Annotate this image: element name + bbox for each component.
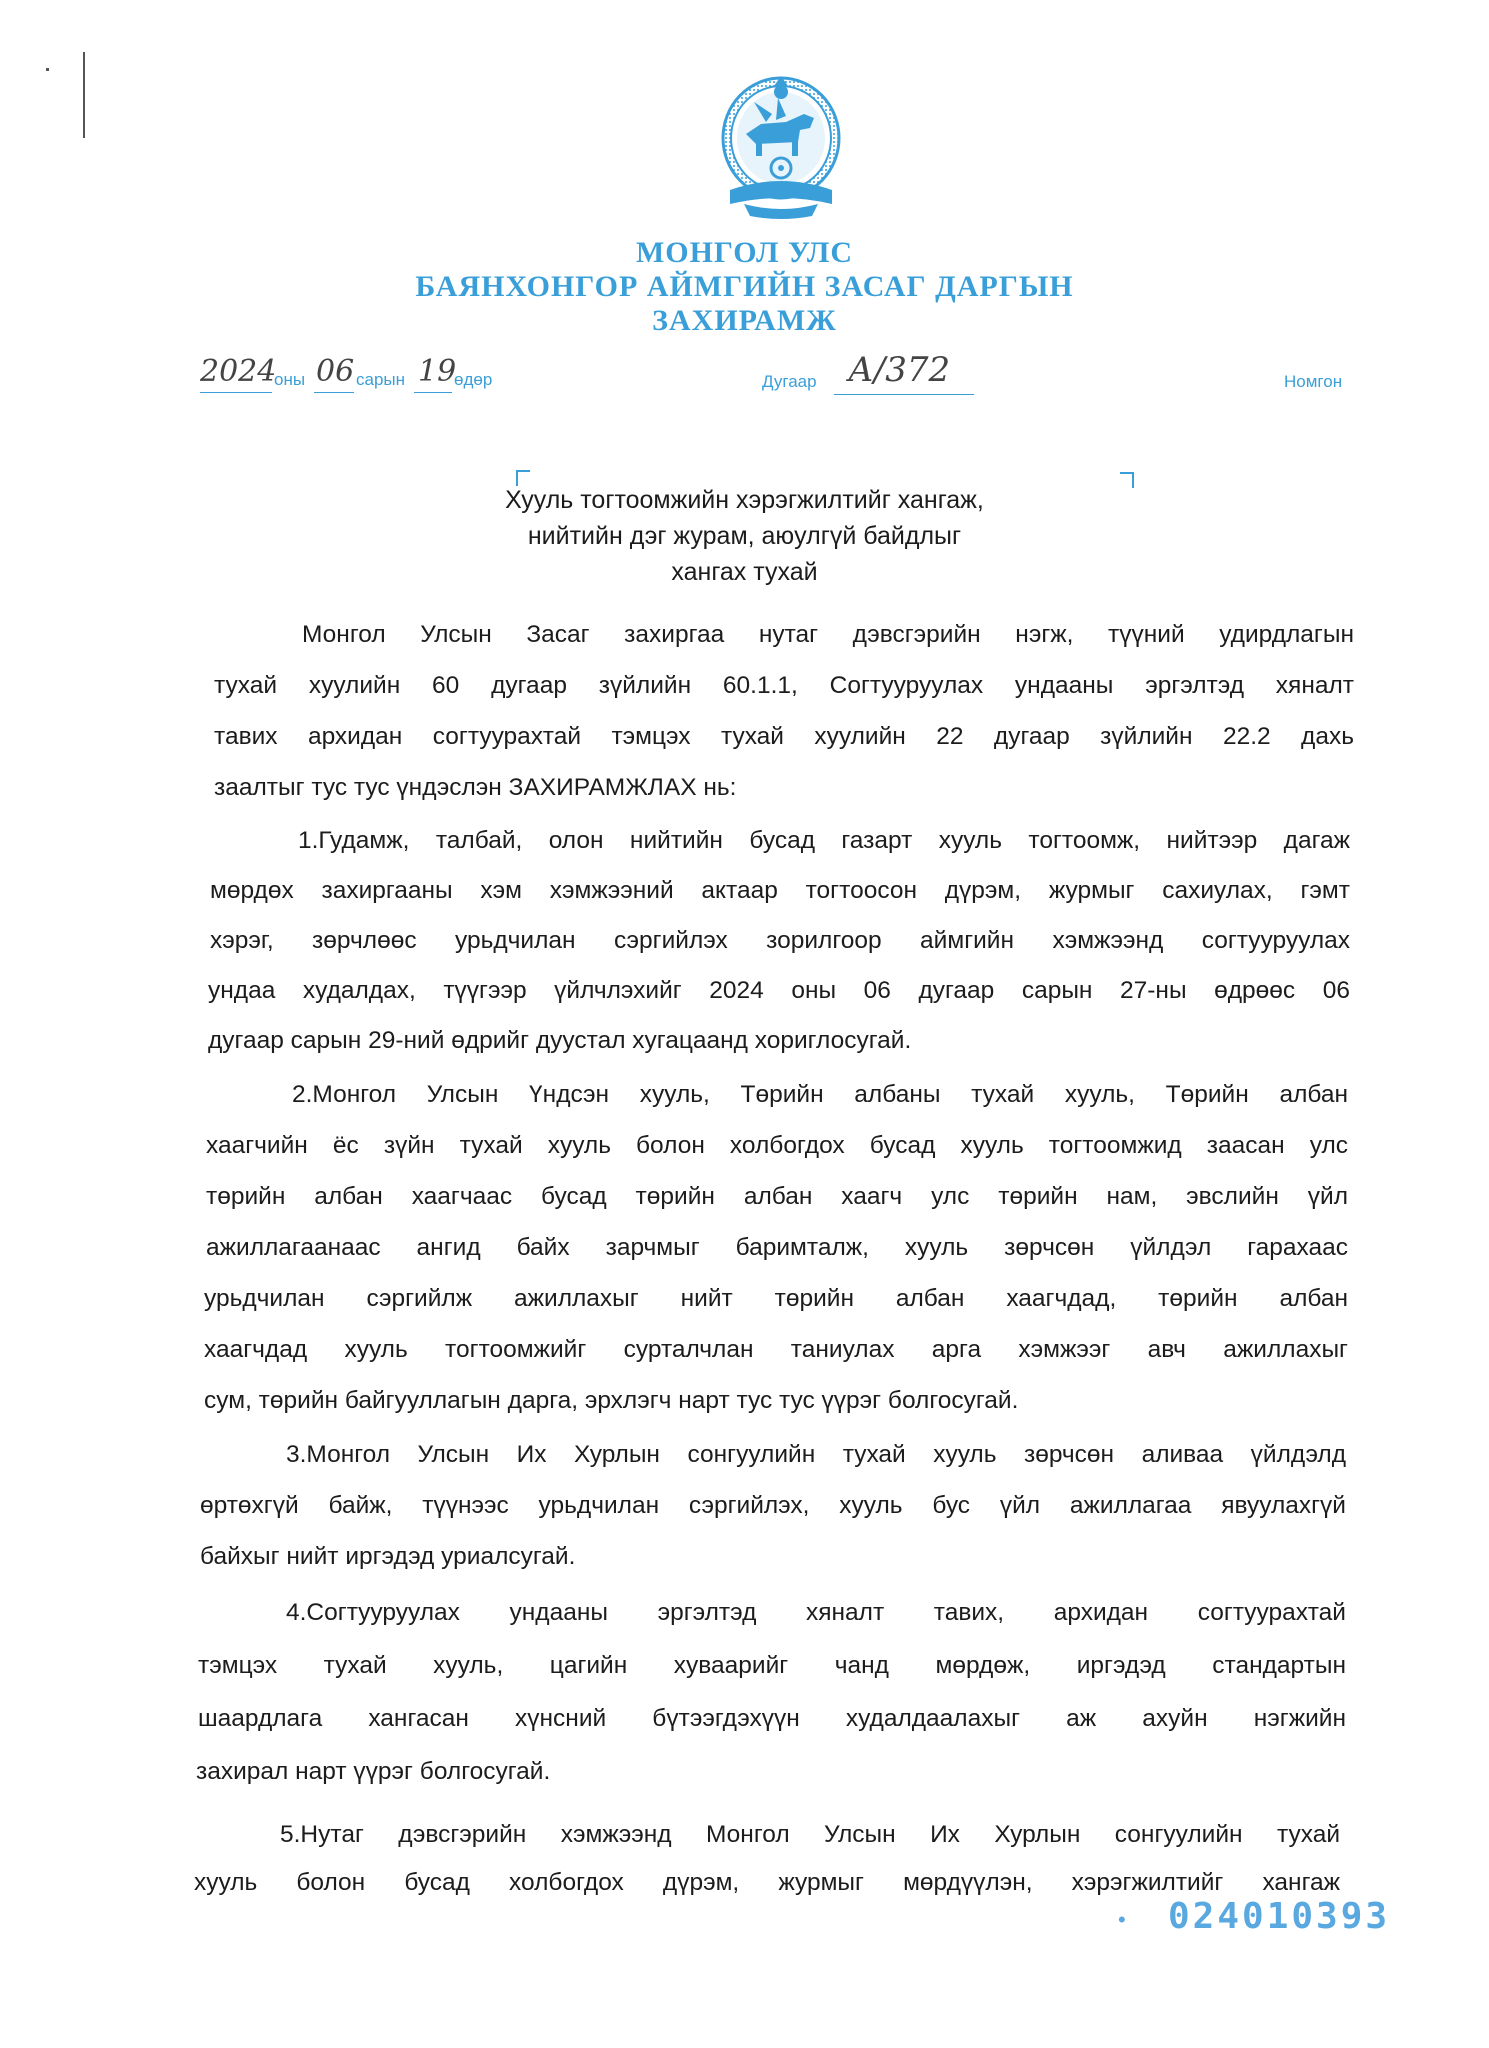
text-line: 2.Монгол Улсын Үндсэн хууль, Төрийн албаны тухай хууль, Төрийн албан bbox=[292, 1081, 1348, 1108]
text-line: тавих архидан согтуурахтай тэмцэх тухай хуулийн 22 дугаар зүйлийн 22.2 дахь bbox=[214, 723, 1354, 750]
authority-heading: БАЯНХОНГОР АЙМГИЙН ЗАСАГ ДАРГЫН bbox=[415, 270, 1074, 303]
scan-artifact-line bbox=[83, 52, 85, 138]
serial-stamp: 024010393 bbox=[1168, 1896, 1391, 1937]
date-day: 19 bbox=[418, 354, 457, 389]
text-line: урьдчилан сэргийлж ажиллахыг нийт төрийн албан хаагчдад, төрийн албан bbox=[204, 1285, 1348, 1312]
document-number: А/372 bbox=[848, 350, 951, 390]
text-line: хаагчийн ёс зүйн тухай хууль болон холбогдох бусад хууль тогтоомжид заасан улс bbox=[206, 1132, 1348, 1159]
text-line: захирал нарт үүрэг болгосугай. bbox=[196, 1758, 551, 1785]
country-heading: МОНГОЛ УЛС bbox=[635, 236, 854, 269]
text-line: хаагчдад хууль тогтоомжийг сурталчлан таниулах арга хэмжээг авч ажиллахыг bbox=[204, 1336, 1348, 1363]
text-line: 4.Согтууруулах ундааны эргэлтэд хяналт тавих, архидан согтуурахтай bbox=[286, 1599, 1346, 1626]
date-month: 06 bbox=[316, 354, 355, 389]
text-line: 5.Нутаг дэвсгэрийн хэмжээнд Монгол Улсын Их Хурлын сонгуулийн тухай bbox=[280, 1821, 1340, 1848]
number-label: Дугаар bbox=[762, 372, 817, 391]
text-line: тухай хуулийн 60 дугаар зүйлийн 60.1.1, Согтууруулах ундааны эргэлтэд хяналт bbox=[214, 672, 1354, 699]
text-line: тэмцэх тухай хууль, цагийн хуваарийг чанд мөрдөж, иргэдэд стандартын bbox=[198, 1652, 1346, 1679]
text-line: өртөхгүй байж, түүнээс урьдчилан сэргийлэх, хууль бус үйл ажиллагаа явуулахгүй bbox=[200, 1492, 1346, 1519]
text-line: ундаа худалдах, түүгээр үйлчлэхийг 2024 оны 06 дугаар сарын 27-ны өдрөөс 06 bbox=[208, 977, 1350, 1004]
state-emblem-icon bbox=[716, 72, 846, 220]
date-year: 2024 bbox=[200, 354, 277, 389]
stamp-dot: • bbox=[1118, 1907, 1126, 1932]
text-line: шаардлага хангасан хүнсний бүтээгдэхүүн худалдаалахыг аж ахуйн нэгжийн bbox=[198, 1705, 1346, 1732]
date-year-suffix: оны bbox=[274, 370, 306, 389]
text-line: дугаар сарын 29-ний өдрийг дуустал хугацаанд хориглосугай. bbox=[208, 1027, 912, 1054]
document-type-heading: ЗАХИРАМЖ bbox=[652, 304, 837, 337]
title-line-2: нийтийн дэг журам, аюулгүй байдлыг bbox=[527, 522, 962, 550]
date-day-suffix: өдөр bbox=[454, 370, 493, 389]
date-month-suffix: сарын bbox=[356, 370, 406, 389]
title-line-1: Хууль тогтоомжийн хэрэгжилтийг хангаж, bbox=[505, 486, 984, 514]
text-line: 1.Гудамж, талбай, олон нийтийн бусад газарт хууль тогтоомж, нийтээр дагаж bbox=[298, 827, 1350, 854]
title-line-3: хангах тухай bbox=[671, 558, 818, 586]
place-name: Номгон bbox=[1284, 372, 1343, 391]
text-line: мөрдөх захиргааны хэм хэмжээний актаар тогтоосон дүрэм, журмыг сахиулах, гэмт bbox=[210, 877, 1350, 904]
text-line: төрийн албан хаагчаас бусад төрийн албан хаагч улс төрийн нам, эвслийн үйл bbox=[206, 1183, 1348, 1210]
title-corner-left bbox=[516, 470, 530, 486]
text-line: байхыг нийт иргэдэд уриалсугай. bbox=[200, 1543, 576, 1570]
text-line: Монгол Улсын Засаг захиргаа нутаг дэвсгэрийн нэгж, түүний удирдлагын bbox=[302, 621, 1354, 648]
text-line: сум, төрийн байгууллагын дарга, эрхлэгч нарт тус тус үүрэг болгосугай. bbox=[204, 1387, 1019, 1414]
text-line: 3.Монгол Улсын Их Хурлын сонгуулийн тухай хууль зөрчсөн аливаа үйлдэлд bbox=[286, 1441, 1346, 1468]
text-line: ажиллагаанаас ангид байх зарчмыг баримталж, хууль зөрчсөн үйлдэл гарахаас bbox=[206, 1234, 1348, 1261]
scan-artifact-dot bbox=[46, 68, 49, 71]
text-line: заалтыг тус тус үндэслэн ЗАХИРАМЖЛАХ нь: bbox=[214, 774, 737, 801]
text-line: хууль болон бусад холбогдох дүрэм, журмыг мөрдүүлэн, хэрэгжилтийг хангаж bbox=[194, 1869, 1340, 1896]
text-line: хэрэг, зөрчлөөс урьдчилан сэргийлэх зорилгоор аймгийн хэмжээнд согтууруулах bbox=[210, 927, 1350, 954]
